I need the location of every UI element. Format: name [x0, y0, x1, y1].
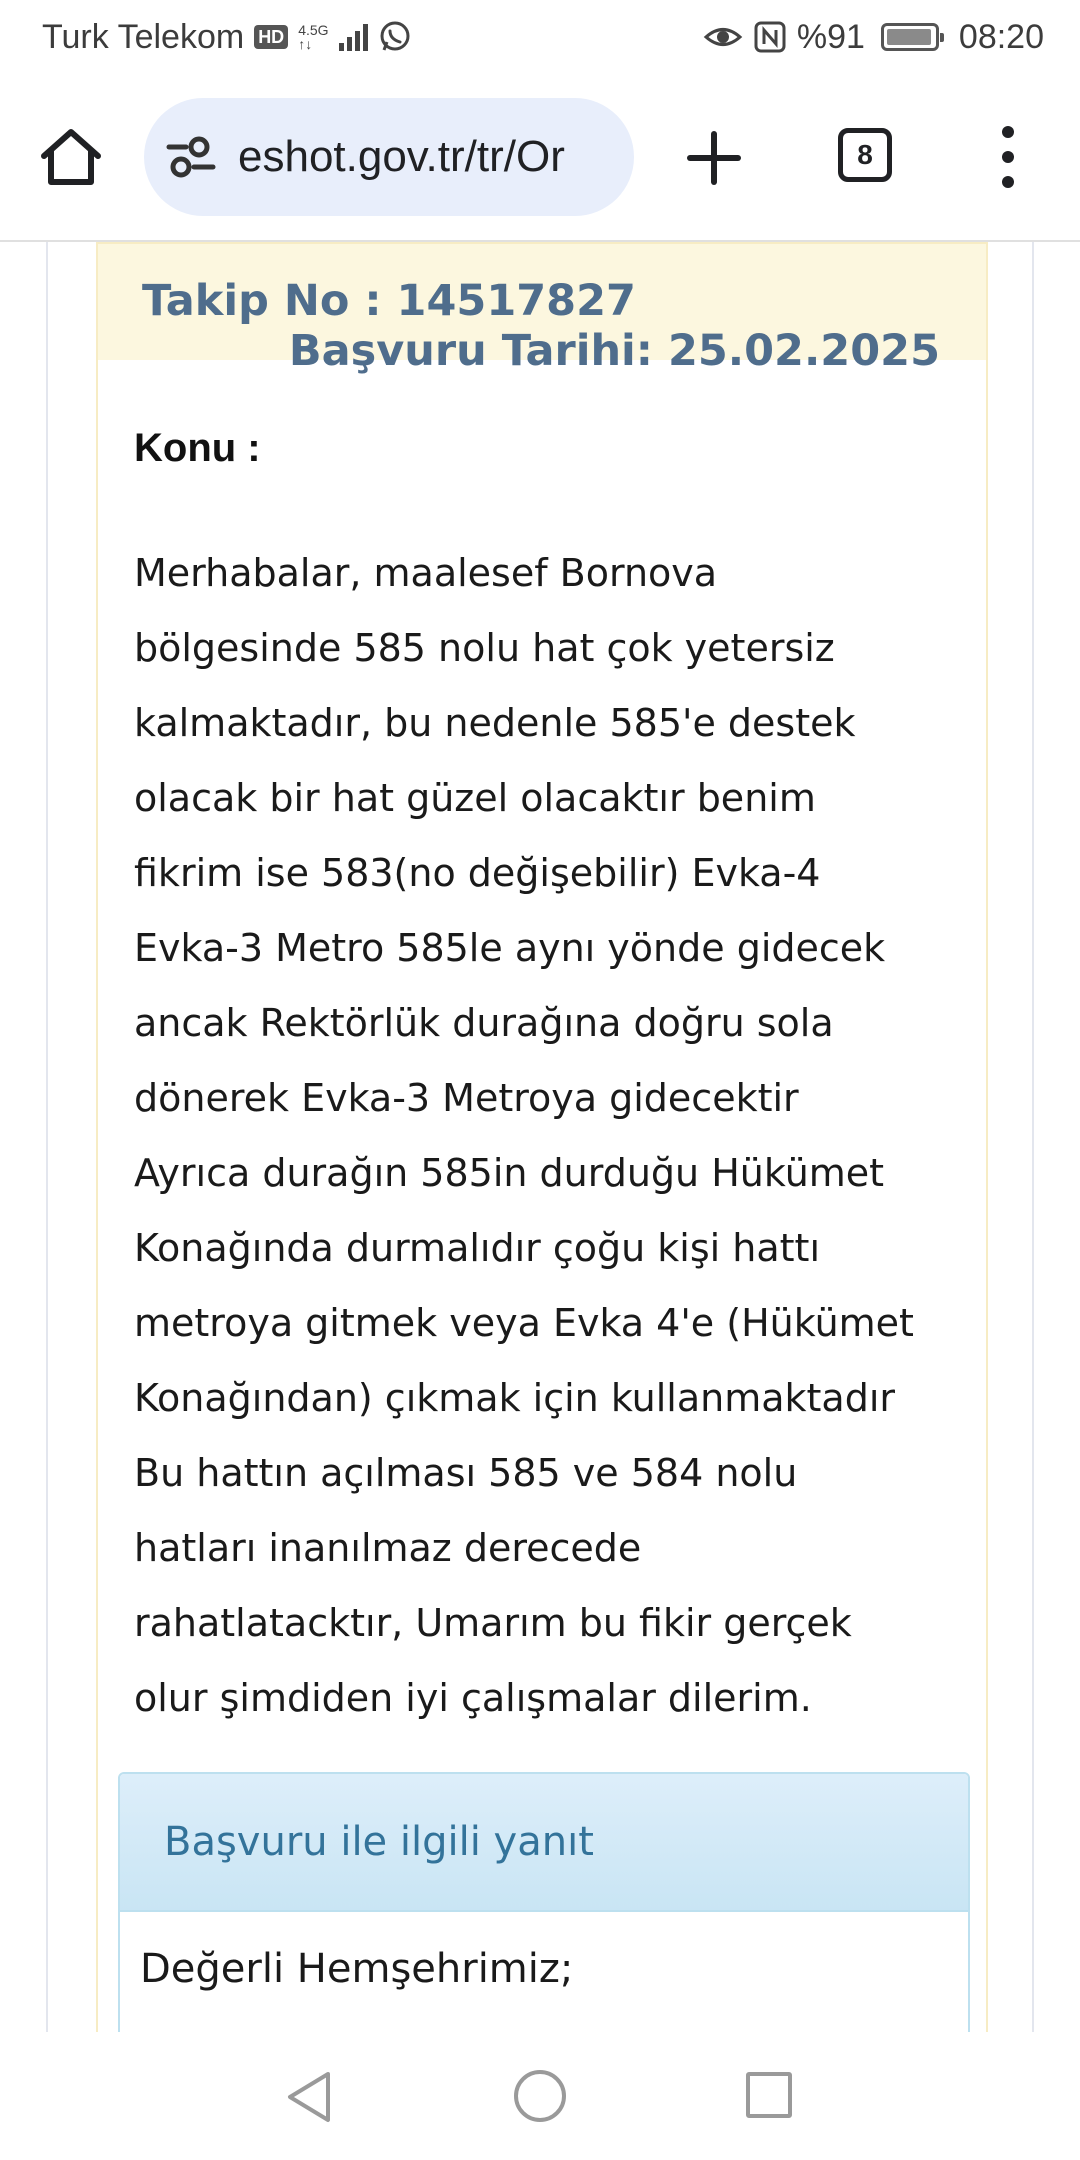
- body-line: dönerek Evka-3 Metroya gidecektir: [134, 1076, 799, 1120]
- home-nav-icon[interactable]: [514, 2070, 566, 2122]
- application-body: [134, 536, 964, 1736]
- reply-title: Başvuru ile ilgili yanıt: [120, 1774, 968, 1912]
- hd-voice-icon: HD: [254, 25, 288, 49]
- eye-comfort-icon: [703, 22, 743, 52]
- tune-icon[interactable]: [166, 135, 216, 179]
- status-bar: [0, 0, 1080, 74]
- body-line: olacak bir hat güzel olacaktır benim: [134, 776, 816, 820]
- carrier-name: Turk Telekom: [42, 17, 245, 56]
- network-type-label: 4.5G: [298, 22, 329, 38]
- signal-icon: [339, 23, 368, 51]
- body-line: kalmaktadır, bu nedenle 585'e destek: [134, 701, 856, 745]
- body-line: olur şimdiden iyi çalışmalar dilerim.: [134, 1676, 812, 1720]
- body-line: bölgesinde 585 nolu hat çok yetersiz: [134, 626, 835, 670]
- body-line: rahatlatacktır, Umarım bu fikir gerçek: [134, 1601, 852, 1645]
- whatsapp-icon: [378, 20, 412, 54]
- body-line: Evka-3 Metro 585le aynı yönde gidecek: [134, 926, 886, 970]
- battery-icon: [881, 23, 939, 51]
- tab-switcher-icon[interactable]: [838, 128, 892, 182]
- body-line: Konağında durmalıdır çoğu kişi hattı: [134, 1226, 821, 1270]
- body-line: ancak Rektörlük durağına doğru sola: [134, 1001, 834, 1045]
- back-icon[interactable]: [284, 2070, 334, 2124]
- status-right: [703, 18, 1044, 57]
- body-line: Ayrıca durağın 585in durduğu Hükümet: [134, 1151, 885, 1195]
- page-content: [46, 242, 1034, 2032]
- clock: 08:20: [958, 17, 1044, 56]
- reply-panel: [118, 1772, 970, 2032]
- battery-percent: %91: [796, 17, 865, 56]
- address-bar[interactable]: [144, 98, 634, 216]
- reply-greeting: Değerli Hemşehrimiz;: [140, 1946, 574, 1992]
- body-line: Bu hattın açılması 585 ve 584 nolu: [134, 1451, 798, 1495]
- application-date: Başvuru Tarihi: 25.02.2025: [288, 326, 940, 376]
- nfc-icon: [753, 20, 787, 54]
- application-header: [98, 244, 986, 376]
- home-icon[interactable]: [38, 126, 104, 188]
- tracking-number: Takip No : 14517827: [142, 276, 636, 326]
- network-activity: ↑↓: [298, 36, 313, 52]
- browser-toolbar: [0, 90, 1080, 224]
- body-line: fikrim ise 583(no değişebilir) Evka-4: [134, 851, 821, 895]
- subject-label: Konu :: [134, 426, 261, 470]
- application-card: [96, 242, 988, 2032]
- tab-count: 8: [857, 139, 873, 170]
- body-line: metroya gitmek veya Evka 4'e (Hükümet: [134, 1301, 914, 1345]
- body-line: Konağından) çıkmak için kullanmaktadır: [134, 1376, 896, 1420]
- network-type: [298, 23, 328, 51]
- body-line: Merhabalar, maalesef Bornova: [134, 551, 718, 595]
- system-nav-bar: [0, 2032, 1080, 2160]
- recents-icon[interactable]: [746, 2072, 792, 2118]
- url-text[interactable]: eshot.gov.tr/tr/Or: [238, 132, 565, 181]
- plus-icon[interactable]: [686, 130, 742, 186]
- status-left: [42, 18, 412, 57]
- body-line: hatları inanılmaz derecede: [134, 1526, 642, 1570]
- more-vert-icon[interactable]: [994, 122, 1022, 192]
